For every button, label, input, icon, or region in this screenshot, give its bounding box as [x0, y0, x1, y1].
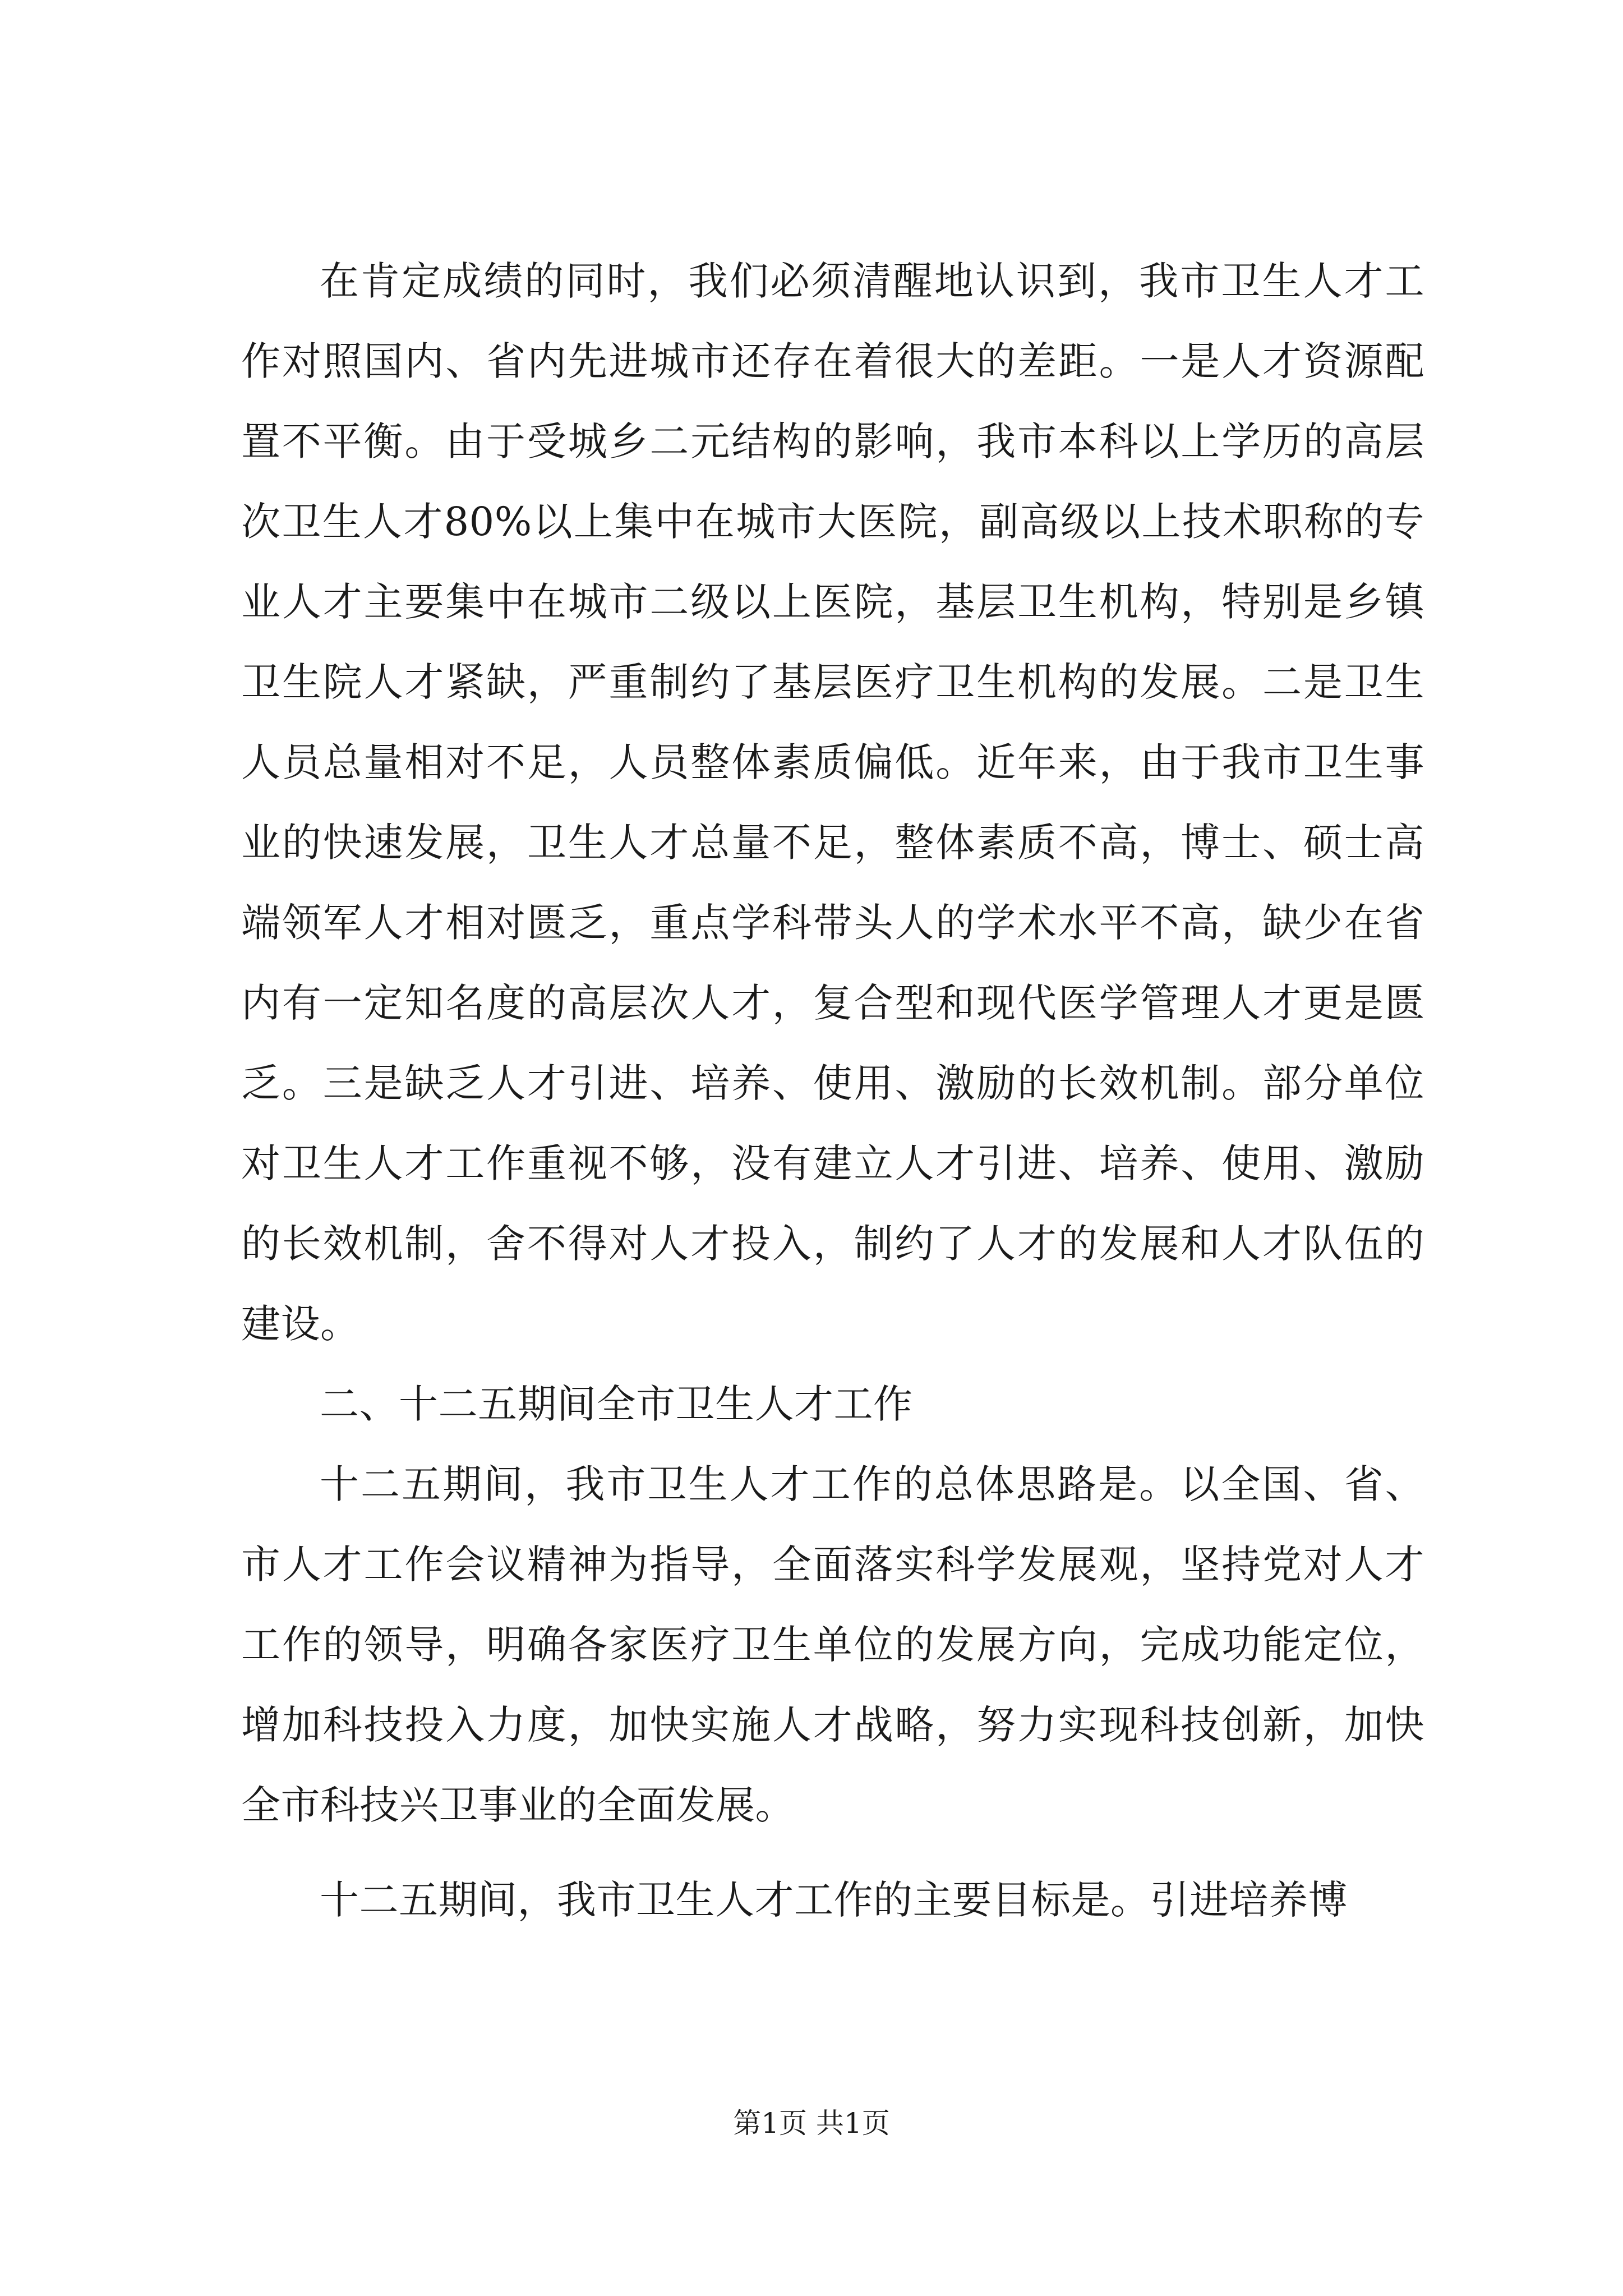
- paragraph-overall-approach: 十二五期间，我市卫生人才工作的总体思路是。以全国、省、市人才工作会议精神为指导，全面落实科学发展观，坚持党对人才工作的领导，明确各家医疗卫生单位的发展方向，完成功能定位，增加科技投入力度，加快实施人才战略，努力实现科技创新，加快全市科技兴卫事业的全面发展。: [241, 1461, 1424, 1828]
- paragraph-talent-gap: 在肯定成绩的同时，我们必须清醒地认识到，我市卫生人才工作对照国内、省内先进城市还存在着很大的差距。一是人才资源配置不平衡。由于受城乡二元结构的影响，我市本科以上学历的高层次卫生人才80%以上集中在城市大医院，副高级以上技术职称的专业人才主要集中在城市二级以上医院，基层卫生机构，特别是乡镇卫生院人才紧缺，严重制约了基层医疗卫生机构的发展。二是卫生人员总量相对不足，人员整体素质偏低。近年来，由于我市卫生事业的快速发展，卫生人才总量不足，整体素质不高，博士、硕士高端领军人才相对匮乏，重点学科带头人的学术水平不高，缺少在省内有一定知名度的高层次人才，复合型和现代医学管理人才更是匮乏。三是缺乏人才引进、培养、使用、激励的长效机制。部分单位对卫生人才工作重视不够，没有建立人才引进、培养、使用、激励的长效机制，舍不得对人才投入，制约了人才的发展和人才队伍的建设。: [241, 258, 1424, 1347]
- section-heading-twelfth-five-year: 二、十二五期间全市卫生人才工作: [320, 1381, 913, 1427]
- page-footer: 第1页 共1页: [733, 2107, 890, 2139]
- paragraph-main-goals: 十二五期间，我市卫生人才工作的主要目标是。引进培养博: [320, 1877, 1348, 1923]
- document-body: [241, 241, 1424, 1940]
